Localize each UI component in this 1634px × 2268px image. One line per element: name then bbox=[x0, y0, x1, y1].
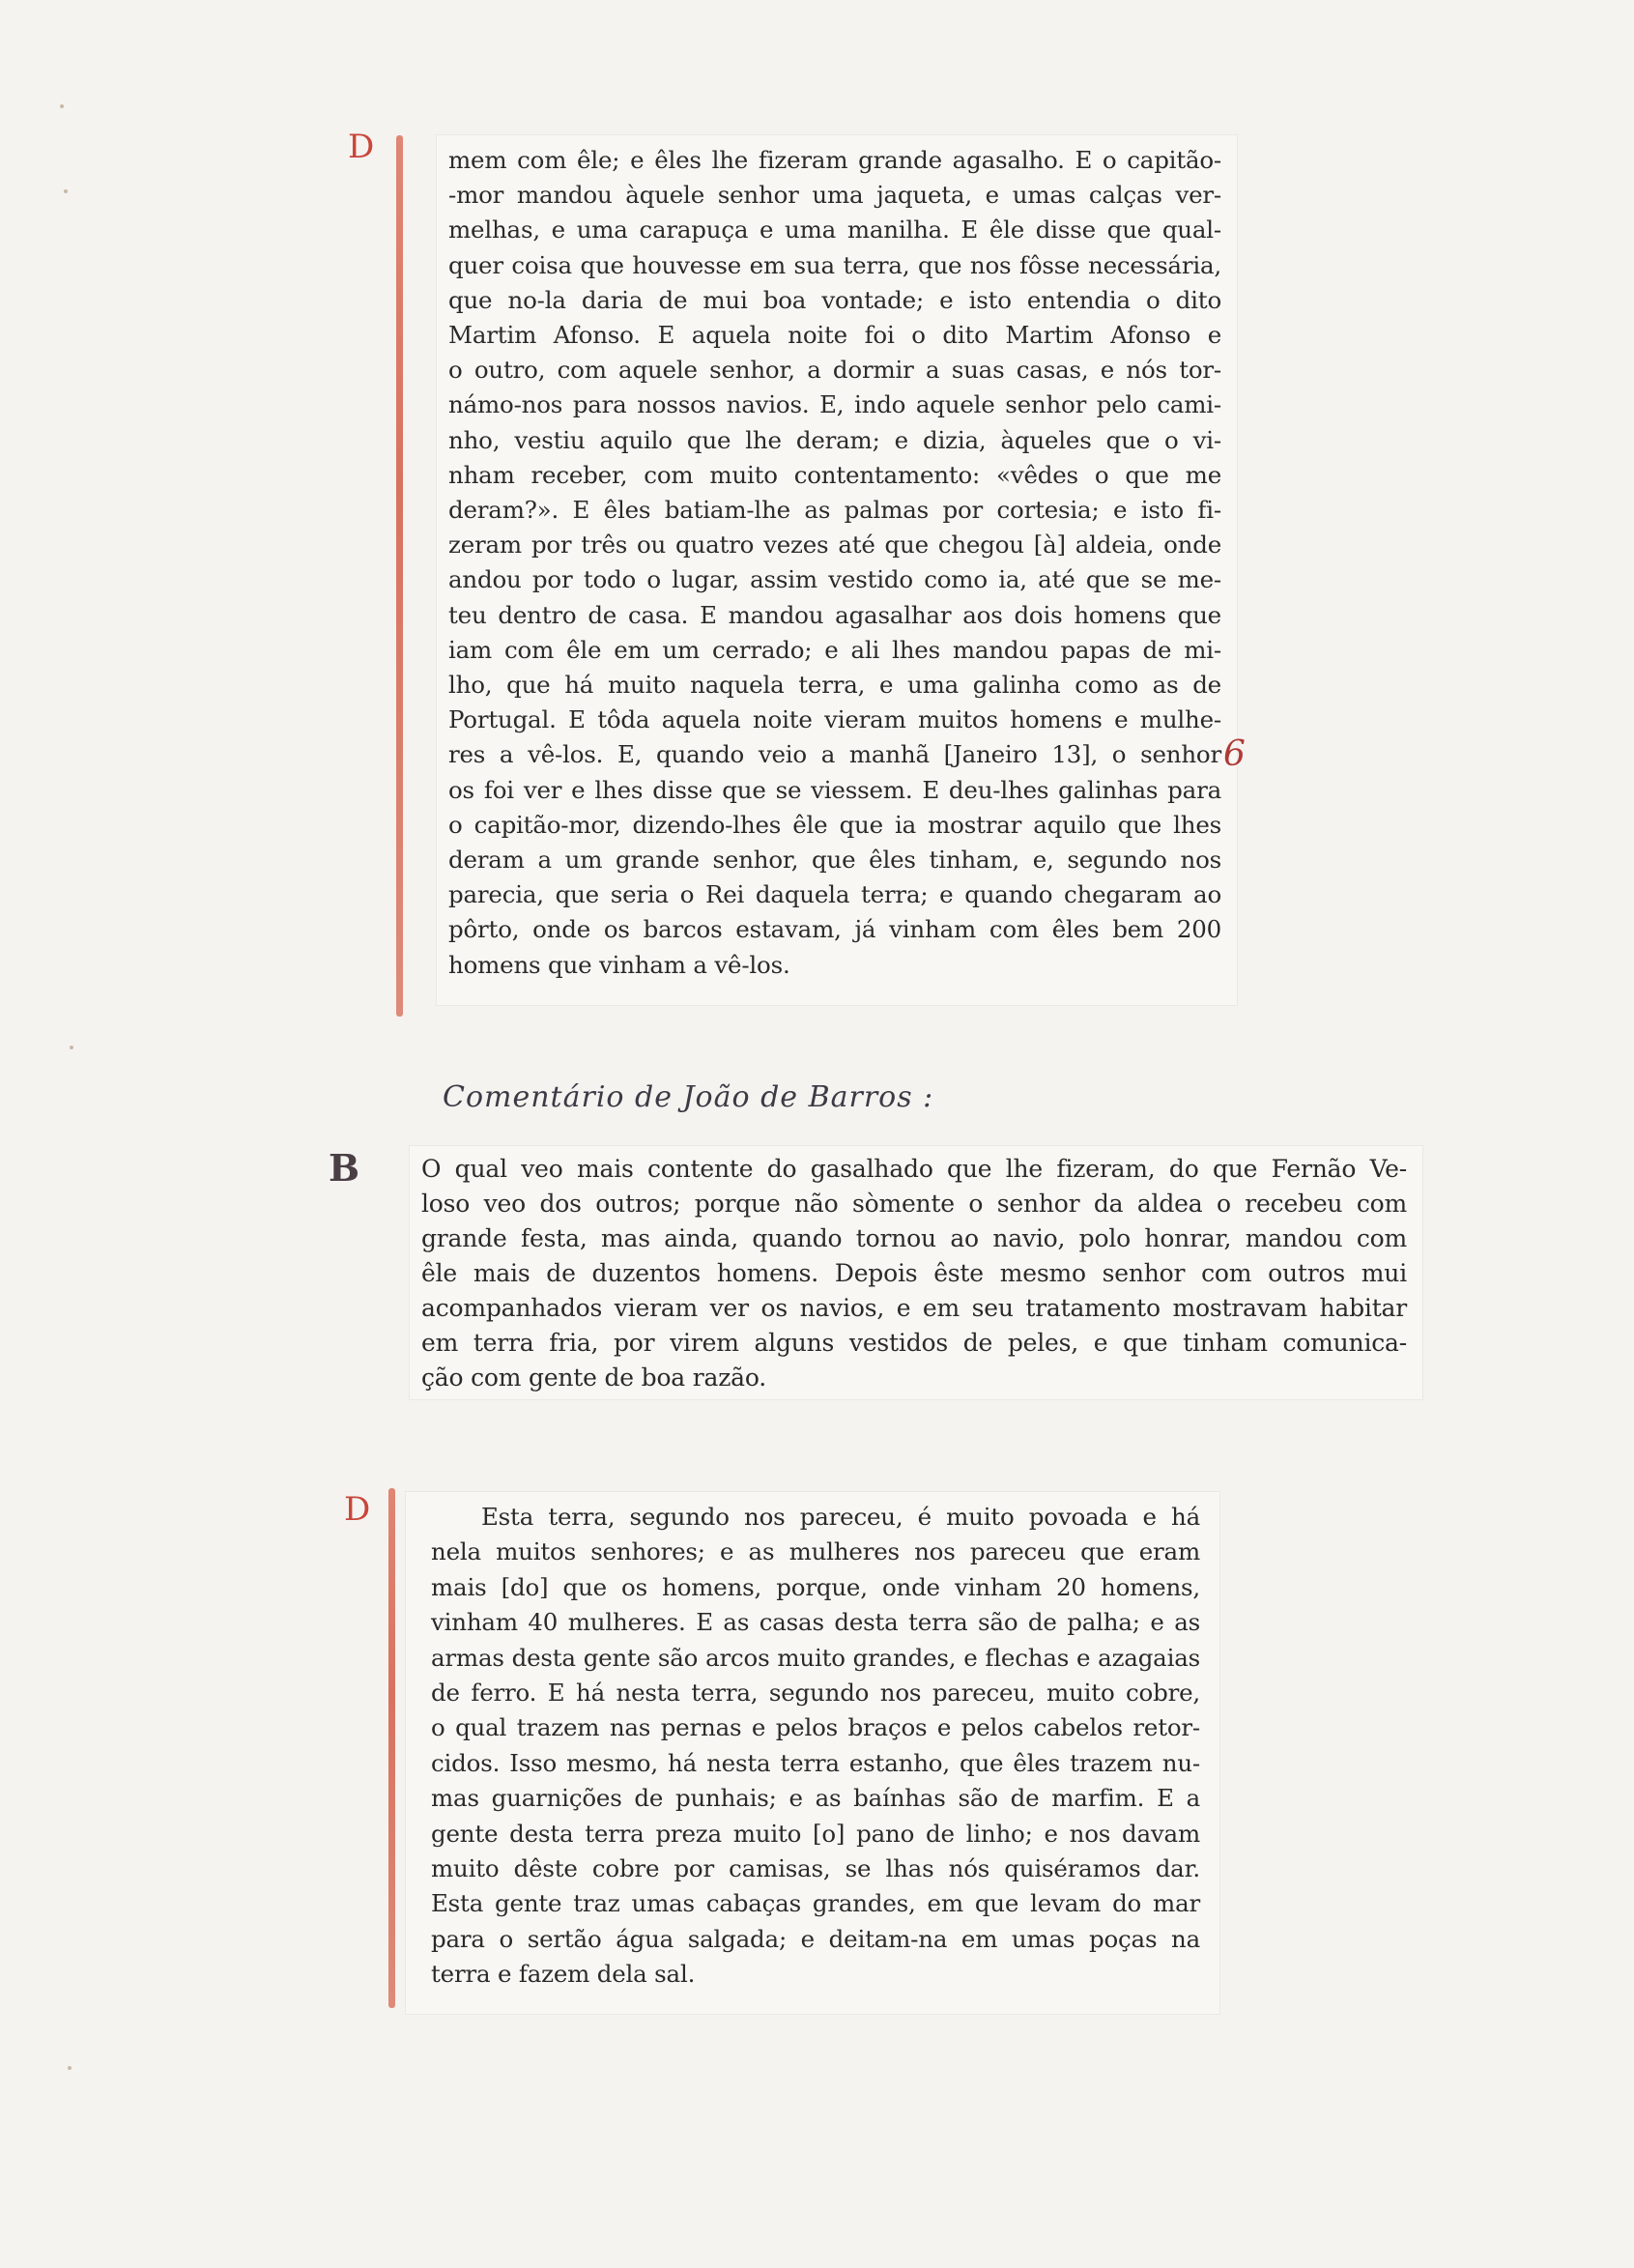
text-line: o capitão-mor, dizendo-lhes êle que ia mostrar aquilo que lhes bbox=[448, 810, 1221, 839]
text-line: homens que vinham a vê-los. bbox=[448, 950, 790, 979]
paper-speck bbox=[64, 189, 68, 193]
text-line: acompanhados vieram ver os navios, e em seu tratamento mostravam habitar bbox=[421, 1294, 1407, 1322]
text-line: nela muitos senhores; e as mulheres nos pareceu que eram bbox=[431, 1537, 1200, 1566]
text-line: que no-la daria de mui boa vontade; e isto entendia o dito bbox=[448, 285, 1221, 314]
passage-1 bbox=[448, 143, 1221, 983]
text-line: nham receber, com muito contentamento: «vêdes o que me bbox=[448, 460, 1221, 489]
source-marker-b: B bbox=[329, 1146, 360, 1190]
text-line: mem com êle; e êles lhe fizeram grande agasalho. E o capitão- bbox=[448, 146, 1221, 174]
text-line: muito dêste cobre por camisas, se lhas nós quiséramos dar. bbox=[431, 1854, 1200, 1883]
text-line: námo-nos para nossos navios. E, indo aquele senhor pelo cami- bbox=[448, 390, 1221, 419]
text-clipping-2 bbox=[410, 1146, 1422, 1399]
text-line: loso veo dos outros; porque não sòmente o senhor da aldea o recebeu com bbox=[421, 1190, 1407, 1218]
text-line: grande festa, mas ainda, quando tornou ao navio, polo honrar, mandou com bbox=[421, 1224, 1407, 1252]
margin-note: 6 bbox=[1223, 734, 1246, 774]
text-clipping-1 bbox=[437, 135, 1237, 1005]
text-line: O qual veo mais contente do gasalhado que lhe fizeram, do que Fernão Ve- bbox=[421, 1155, 1407, 1183]
text-line: o qual trazem nas pernas e pelos braços e pelos cabelos retor- bbox=[431, 1713, 1200, 1742]
text-line: -mor mandou àquele senhor uma jaqueta, e umas calças ver- bbox=[448, 181, 1221, 210]
text-line: lho, que há muito naquela terra, e uma galinha como as de bbox=[448, 671, 1221, 700]
text-line: ção com gente de boa razão. bbox=[421, 1364, 767, 1392]
text-line: Esta terra, segundo nos pareceu, é muito povoada e há bbox=[481, 1503, 1200, 1531]
text-line: mas guarnições de punhais; e as baínhas são de marfim. E a bbox=[431, 1784, 1200, 1813]
red-margin-line-2 bbox=[388, 1488, 395, 2008]
text-line: pôrto, onde os barcos estavam, já vinham com êles bem 200 bbox=[448, 915, 1221, 944]
text-line: terra e fazem dela sal. bbox=[431, 1960, 696, 1989]
text-line: melhas, e uma carapuça e uma manilha. E êle disse que qual- bbox=[448, 215, 1221, 244]
text-line: gente desta terra preza muito [o] pano de linho; e nos davam bbox=[431, 1819, 1200, 1848]
passage-2 bbox=[421, 1152, 1407, 1395]
text-line: andou por todo o lugar, assim vestido como ia, até que se me- bbox=[448, 565, 1221, 594]
text-line: deram a um grande senhor, que êles tinham, e, segundo nos bbox=[448, 846, 1221, 875]
text-line: nho, vestiu aquilo que lhe deram; e dizia, àqueles que o vi- bbox=[448, 425, 1221, 454]
text-line: parecia, que seria o Rei daquela terra; e quando chegaram ao bbox=[448, 880, 1221, 909]
text-line: êle mais de duzentos homens. Depois êste mesmo senhor com outros mui bbox=[421, 1259, 1407, 1287]
source-marker-d-2: D bbox=[344, 1490, 371, 1529]
red-margin-line-1 bbox=[396, 135, 403, 1017]
paper-speck bbox=[68, 2066, 72, 2070]
text-line: os foi ver e lhes disse que se viessem. E deu-lhes galinhas para bbox=[448, 775, 1221, 804]
paper-speck bbox=[60, 104, 64, 108]
text-line: vinham 40 mulheres. E as casas desta terra são de palha; e as bbox=[431, 1608, 1200, 1637]
text-line: deram?». E êles batiam-lhe as palmas por cortesia; e isto fi- bbox=[448, 496, 1221, 525]
text-line: quer coisa que houvesse em sua terra, que nos fôsse necessária, bbox=[448, 250, 1221, 279]
text-line: Portugal. E tôda aquela noite vieram muitos homens e mulhe- bbox=[448, 705, 1221, 734]
text-line: iam com êle em um cerrado; e ali lhes mandou papas de mi- bbox=[448, 635, 1221, 664]
text-line: armas desta gente são arcos muito grandes, e flechas e azagaias bbox=[431, 1643, 1200, 1672]
text-line: mais [do] que os homens, porque, onde vinham 20 homens, bbox=[431, 1572, 1200, 1601]
text-line: res a vê-los. E, quando veio a manhã [Janeiro 13], o senhor bbox=[448, 740, 1221, 769]
text-line: de ferro. E há nesta terra, segundo nos pareceu, muito cobre, bbox=[431, 1679, 1200, 1708]
text-line: zeram por três ou quatro vezes até que chegou [à] aldeia, onde bbox=[448, 531, 1221, 560]
passage-3 bbox=[431, 1500, 1200, 1993]
text-clipping-3 bbox=[406, 1492, 1219, 2014]
text-line: cidos. Isso mesmo, há nesta terra estanho, que êles trazem nu- bbox=[431, 1748, 1200, 1777]
text-line: teu dentro de casa. E mandou agasalhar aos dois homens que bbox=[448, 600, 1221, 629]
text-line: o outro, com aquele senhor, a dormir a suas casas, e nós tor- bbox=[448, 356, 1221, 385]
paper-speck bbox=[70, 1046, 73, 1049]
source-marker-d-1: D bbox=[348, 128, 375, 166]
text-line: para o sertão água salgada; e deitam-na em umas poças na bbox=[431, 1924, 1200, 1953]
text-line: Esta gente traz umas cabaças grandes, em que levam do mar bbox=[431, 1889, 1200, 1918]
text-line: em terra fria, por virem alguns vestidos de peles, e que tinham comunica- bbox=[421, 1329, 1407, 1357]
commentary-heading: Comentário de João de Barros : bbox=[443, 1080, 934, 1114]
text-line: Martim Afonso. E aquela noite foi o dito Martim Afonso e bbox=[448, 321, 1221, 350]
